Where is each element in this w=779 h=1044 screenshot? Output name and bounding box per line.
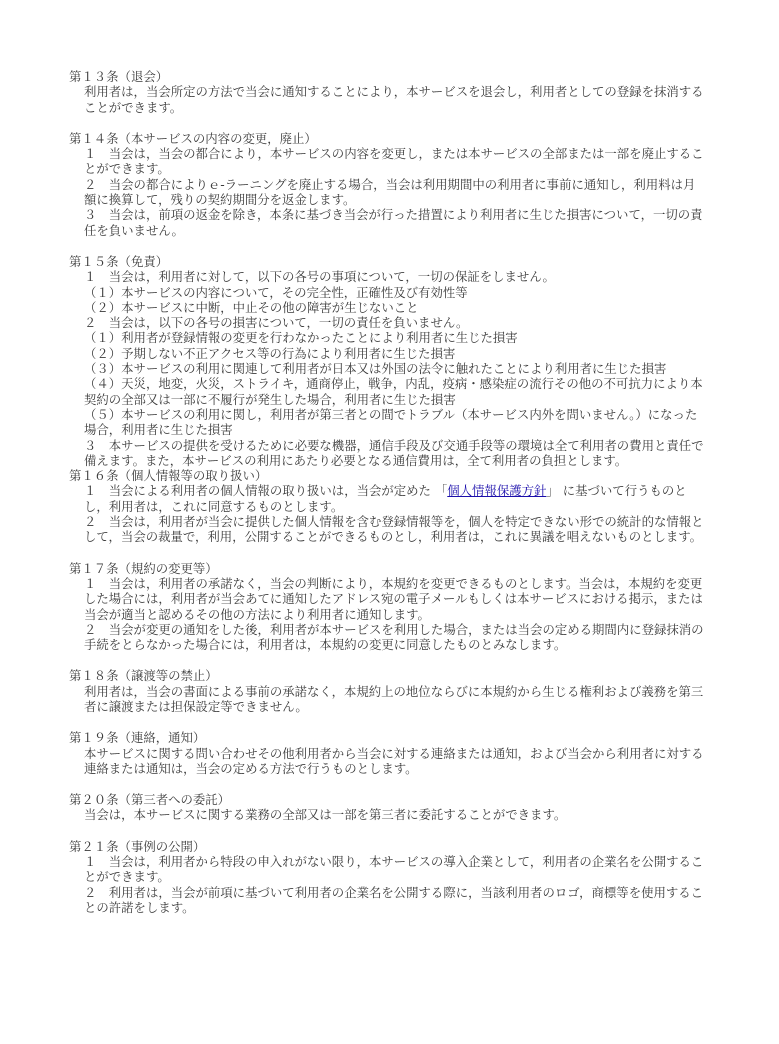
article-heading: 第２０条（第三者への委託） <box>69 792 231 808</box>
article-paragraph: （３）本サービスの利用に関連して利用者が日本又は外国の法令に触れたことにより利用者に生じた損害 <box>84 361 667 377</box>
article-heading: 第２１条（事例の公開） <box>69 838 206 854</box>
article-paragraph: ３ 本サービスの提供を受けるために必要な機器，通信手段及び交通手段等の環境は全て利用者の費用と責任で備えます。また，本サービスの利用にあたり必要となる通信費用は，全て利用者の負担とします。 <box>84 437 704 468</box>
article-18 <box>69 668 705 714</box>
article-heading: 第１８条（譲渡等の禁止） <box>69 668 218 684</box>
article-paragraph: ２ 当会は，以下の各号の損害について，一切の責任を負いません。 <box>84 315 469 331</box>
article-heading: 第１４条（本サービスの内容の変更，廃止） <box>69 130 317 146</box>
article-paragraph: １ 当会は，利用者に対して，以下の各号の事項について，一切の保証をしません。 <box>84 269 555 285</box>
article-heading: 第１７条（規約の変更等） <box>69 560 218 576</box>
article-paragraph: ２ 当会は，利用者が当会に提供した個人情報を含む登録情報等を，個人を特定できない形での統計的な情報として，当会の裁量で，利用，公開することができるものとし，利用者は，これに異議を唱えないものとします。 <box>84 514 704 545</box>
article-paragraph: （１）本サービスの内容について，その完全性，正確性及び有効性等 <box>84 284 468 300</box>
article-paragraph: （２）本サービスに中断，中止その他の障害が生じないこと <box>84 299 419 315</box>
article-heading: 第１９条（連絡，通知） <box>69 730 206 746</box>
article-paragraph: ２ 当会の都合によりｅ-ラーニングを廃止する場合，当会は利用期間中の利用者に事前に通知し，利用料は月額に換算して，残りの契約期間分を返金します。 <box>84 176 696 208</box>
article-heading: 第１３条（退会） <box>69 69 169 84</box>
article-19 <box>69 730 705 776</box>
article-paragraph: ３ 当会は，前項の返金を除き，本条に基づき当会が行った措置により利用者に生じた損害について，一切の責任を負いません。 <box>84 207 703 238</box>
article-heading: 第１５条（免責） <box>69 253 169 269</box>
terms-document <box>69 69 705 915</box>
article-17 <box>69 561 705 653</box>
article-paragraph: （１）利用者が登録情報の変更を行わなかったことにより利用者に生じた損害 <box>84 330 518 346</box>
article-paragraph: （５）本サービスの利用に関し，利用者が第三者との間でトラブル（本サービス内外を問いません。）になった場合，利用者に生じた損害 <box>84 406 698 438</box>
article-13 <box>69 69 705 115</box>
article-paragraph: 利用者は，当会所定の方法で当会に通知することにより，本サービスを退会し，利用者としての登録を抹消することができます。 <box>84 84 704 115</box>
article-paragraph: ２ 当会が変更の通知をした後，利用者が本サービスを利用した場合，または当会の定める期間内に登録抹消の手続をとらなかった場合には，利用者は，本規約の変更に同意したものとみなします。 <box>84 621 704 653</box>
article-paragraph: 利用者は，当会の書面による事前の承諾なく，本規約上の地位ならびに本規約から生じる権利および義務を第三者に譲渡または担保設定等できません。 <box>84 683 704 714</box>
article-paragraph: １ 当会は，当会の都合により，本サービスの内容を変更し，または本サービスの全部または一部を廃止することができます。 <box>84 146 704 177</box>
article-14 <box>69 131 705 238</box>
article-paragraph: 当会は，本サービスに関する業務の全部又は一部を第三者に委託することができます。 <box>84 807 567 823</box>
article-paragraph: （４）天災，地変，火災，ストライキ，通商停止，戦争，内乱，疫病・感染症の流行その他の不可抗力により本契約の全部又は一部に不履行が発生した場合，利用者に生じた損害 <box>84 376 703 407</box>
article-21 <box>69 839 705 915</box>
article-15 <box>69 254 705 468</box>
article-heading: 第１６条（個人情報等の取り扱い） <box>69 468 268 484</box>
article-16 <box>69 468 705 544</box>
article-paragraph: （２）予期しない不正アクセス等の行為により利用者に生じた損害 <box>84 345 456 361</box>
privacy-policy-link[interactable]: 個人情報保護方針 <box>447 483 547 499</box>
article-paragraph: １ 当会は，利用者から特段の申入れがない限り，本サービスの導入企業として，利用者の企業名を公開することができます。 <box>84 854 704 885</box>
article-paragraph: ２ 利用者は，当会が前項に基づいて利用者の企業名を公開する際に，当該利用者のロゴ，商標等を使用することの許諾をします。 <box>84 884 704 915</box>
article-paragraph: １ 当会は，利用者の承諾なく，当会の判断により，本規約を変更できるものとします。当会は，本規約を変更した場合には，利用者が当会あてに通知したアドレス宛の電子メールもしくは本サービスにおける掲示，または当会が適当と認めるその他の方法により利用者に通知します。 <box>84 575 703 622</box>
article-paragraph: 本サービスに関する問い合わせその他利用者から当会に対する連絡または通知，および当会から利用者に対する連絡または通知は，当会の定める方法で行うものとします。 <box>84 745 704 776</box>
article-20 <box>69 792 705 823</box>
paragraph-text: １ 当会による利用者の個人情報の取り扱いは，当会が定めた 「 <box>84 483 448 499</box>
paragraph-text: 」 に基づいて行うものとし，利用者は，これに同意するものとします。 <box>84 483 687 514</box>
article-paragraph <box>69 483 705 514</box>
